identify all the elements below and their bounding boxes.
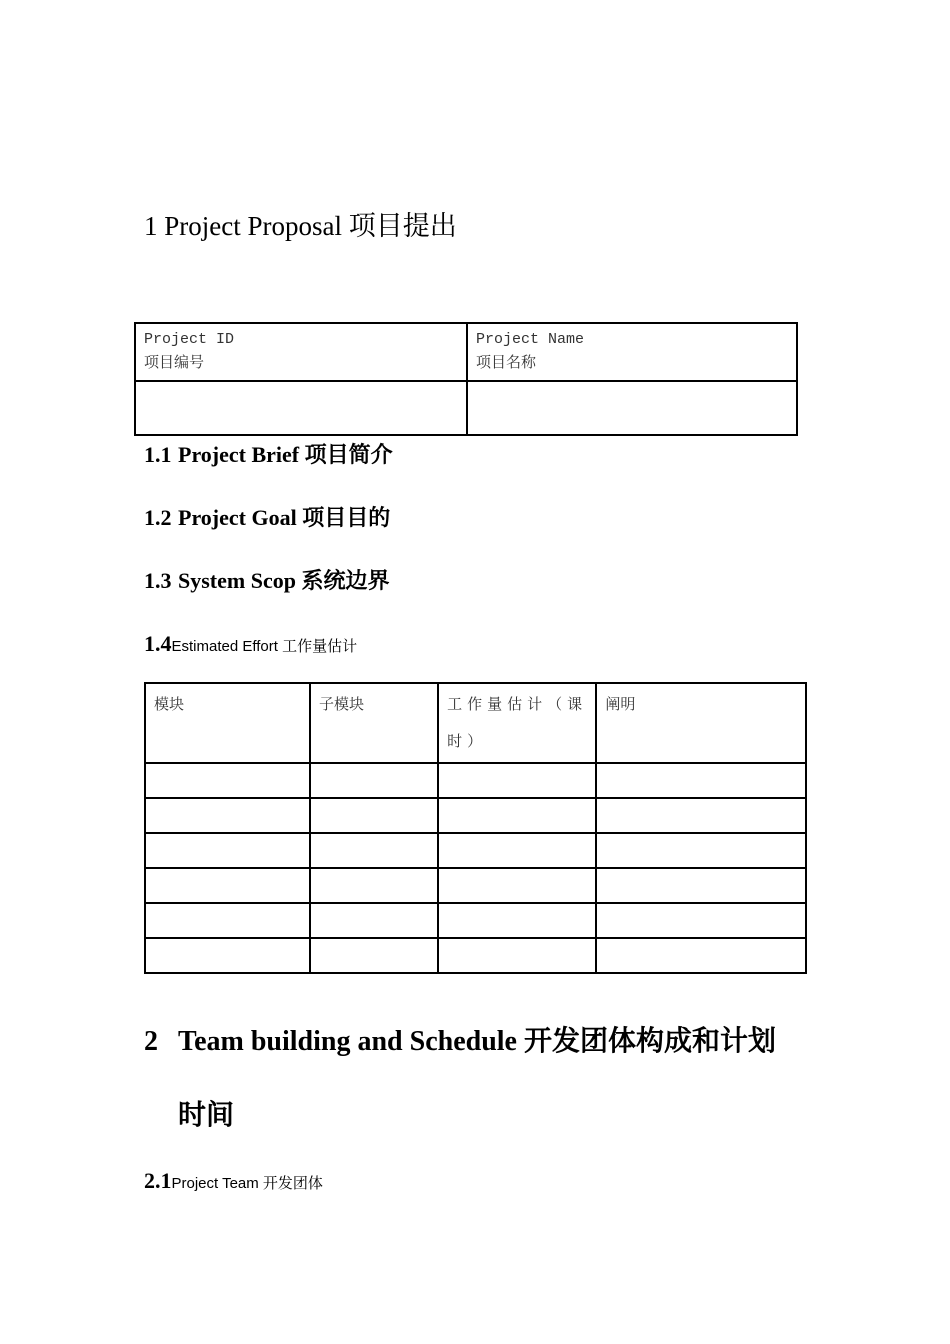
effort-estimate-table xyxy=(144,682,807,974)
table-cell[interactable] xyxy=(145,868,310,903)
subsection-title: Estimated Effort 工作量估计 xyxy=(171,638,358,655)
subsection-title: Project Brief 项目简介 xyxy=(178,442,393,467)
table-cell[interactable] xyxy=(438,763,596,798)
project-name-label-cn: 项目名称 xyxy=(476,355,537,372)
table-cell[interactable] xyxy=(310,938,438,973)
table-cell[interactable] xyxy=(145,903,310,938)
table-cell[interactable] xyxy=(596,868,806,903)
subsection-1-3-heading xyxy=(144,566,389,596)
table-cell[interactable] xyxy=(145,938,310,973)
subsection-1-2-heading xyxy=(144,503,390,533)
project-id-value-cell[interactable] xyxy=(135,381,467,435)
project-id-header-cell xyxy=(135,323,467,381)
table-row xyxy=(135,323,797,381)
project-id-label-en: Project ID xyxy=(144,331,235,348)
subsection-number: 1.2 xyxy=(144,505,172,530)
table-cell[interactable] xyxy=(310,833,438,868)
table-cell[interactable] xyxy=(596,938,806,973)
table-cell[interactable] xyxy=(438,798,596,833)
subsection-title: Project Goal 项目目的 xyxy=(178,505,391,530)
table-cell[interactable] xyxy=(145,798,310,833)
subsection-number: 1.4 xyxy=(144,631,172,656)
table-header-row xyxy=(145,683,806,763)
table-cell[interactable] xyxy=(310,903,438,938)
table-row xyxy=(145,903,806,938)
table-cell[interactable] xyxy=(596,763,806,798)
header-module: 模块 xyxy=(145,683,310,763)
table-cell[interactable] xyxy=(310,798,438,833)
subsection-number: 2.1 xyxy=(144,1168,172,1193)
subsection-1-4-heading xyxy=(144,629,357,662)
table-cell[interactable] xyxy=(438,833,596,868)
table-row xyxy=(145,938,806,973)
table-cell[interactable] xyxy=(438,903,596,938)
subsection-number: 1.3 xyxy=(144,568,172,593)
subsection-2-1-heading xyxy=(144,1166,323,1199)
header-description: 阐明 xyxy=(596,683,806,763)
header-submodule: 子模块 xyxy=(310,683,438,763)
table-cell[interactable] xyxy=(145,763,310,798)
section-2-heading-line2: 时间 xyxy=(178,1100,235,1131)
table-row xyxy=(145,833,806,868)
table-row xyxy=(135,381,797,435)
table-cell[interactable] xyxy=(438,868,596,903)
header-effort-hours: 工作量估计（课时） xyxy=(438,683,596,763)
table-cell[interactable] xyxy=(596,798,806,833)
table-cell[interactable] xyxy=(438,938,596,973)
project-name-value-cell[interactable] xyxy=(467,381,797,435)
section-title: Team building and Schedule 开发团体构成和计划 xyxy=(178,1026,776,1057)
subsection-number: 1.1 xyxy=(144,442,172,467)
project-id-label-cn: 项目编号 xyxy=(144,355,205,372)
table-cell[interactable] xyxy=(596,833,806,868)
table-cell[interactable] xyxy=(310,763,438,798)
subsection-title: System Scop 系统边界 xyxy=(178,568,390,593)
table-cell[interactable] xyxy=(310,868,438,903)
table-row xyxy=(145,798,806,833)
table-row xyxy=(145,763,806,798)
project-name-header-cell xyxy=(467,323,797,381)
subsection-title: Project Team 开发团体 xyxy=(171,1175,323,1192)
table-row xyxy=(145,868,806,903)
table-cell[interactable] xyxy=(145,833,310,868)
section-number: 2 xyxy=(144,1026,158,1057)
project-name-label-en: Project Name xyxy=(476,331,585,348)
section-2-heading-line1 xyxy=(144,1022,776,1062)
subsection-1-1-heading xyxy=(144,440,393,470)
project-info-table xyxy=(134,322,798,436)
table-cell[interactable] xyxy=(596,903,806,938)
section-1-title: 1 Project Proposal 项目提出 xyxy=(144,211,457,241)
